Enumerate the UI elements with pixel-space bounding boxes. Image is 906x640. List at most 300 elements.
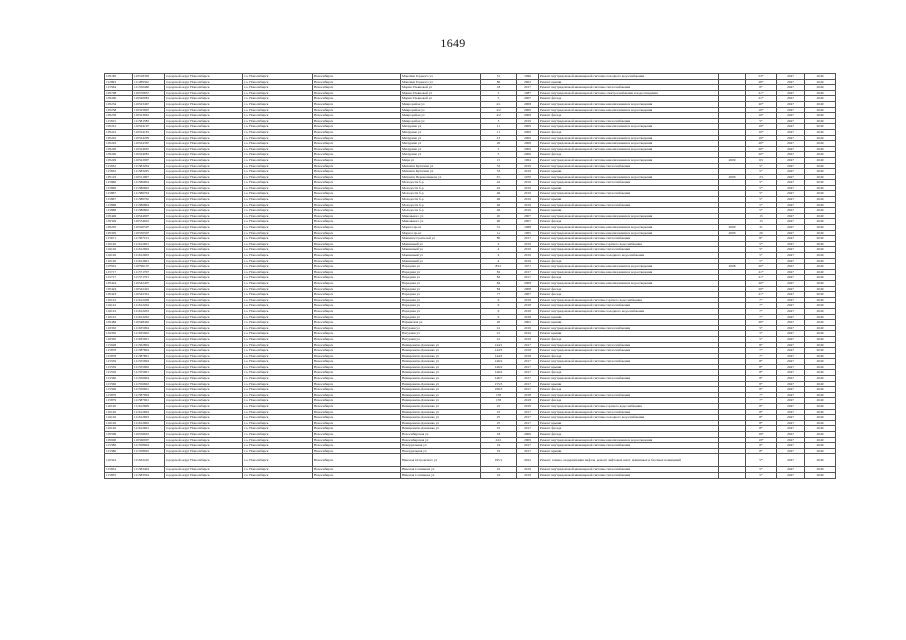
cell-street: Мяконького ул	[401, 219, 481, 225]
cell-m1: 5*	[746, 247, 777, 253]
cell-settlement: г.о. Новосибирск	[243, 404, 313, 410]
cell-street: Новоуральная ул	[401, 448, 481, 454]
cell-y2: 2049	[805, 359, 836, 365]
cell-flag	[719, 454, 746, 467]
cell-m1: 8*	[746, 420, 777, 426]
cell-area: Новосибирск	[313, 118, 401, 124]
cell-work: Ремонт внутридомовой инженерной системы канализования и водоотведения	[539, 174, 719, 180]
cell-y1: 2047	[777, 247, 805, 253]
cell-settlement: г.о. Новосибирск	[243, 325, 313, 331]
cell-work: Ремонт крыши	[539, 448, 719, 454]
cell-area: Новосибирск	[313, 286, 401, 292]
cell-y1: 2047	[777, 292, 805, 298]
cell-work: Ремонт фасада	[539, 286, 719, 292]
cell-m1: 8*	[746, 359, 777, 365]
cell-y2: 2049	[805, 426, 836, 432]
cell-house: 20	[481, 213, 517, 219]
cell-work: Ремонт внутридомовой инженерной системы теплоснабжения	[539, 392, 719, 398]
cell-settlement: г.о. Новосибирск	[243, 90, 313, 96]
cell-work: Ремонт фасада	[539, 432, 719, 438]
cell-settlement: г.о. Новосибирск	[243, 292, 313, 298]
cell-house: 80	[481, 236, 517, 242]
cell-y2: 2049	[805, 74, 836, 80]
cell-code: 110520507	[133, 225, 165, 231]
cell-id: 105600	[105, 437, 133, 443]
cell-y2: 2049	[805, 230, 836, 236]
cell-id: 105424	[105, 286, 133, 292]
cell-y2: 2049	[805, 472, 836, 478]
cell-m1: 8*	[746, 236, 777, 242]
cell-year: 2017	[517, 342, 539, 348]
cell-code: 111556004	[133, 376, 165, 382]
cell-area: Новосибирск	[313, 101, 401, 107]
cell-y1: 2047	[777, 280, 805, 286]
cell-id: 105596	[105, 432, 133, 438]
cell-m1: 21*	[746, 90, 777, 96]
register-body	[105, 74, 836, 479]
cell-street: Немировича-Данченко ул	[401, 392, 481, 398]
page-number: 1649	[440, 36, 466, 50]
cell-m1: 8*	[746, 370, 777, 376]
cell-id: 116122	[105, 303, 133, 309]
cell-id: 116324	[105, 454, 133, 467]
cell-year: 2019	[517, 258, 539, 264]
cell-y1: 2047	[777, 443, 805, 449]
cell-work: Ремонт фасада	[539, 152, 719, 158]
cell-house: 155/3	[481, 381, 517, 387]
cell-street: Михаила Кулагина ул	[401, 163, 481, 169]
cell-settlement: г.о. Новосибирск	[243, 336, 313, 342]
cell-m1: 7*	[746, 308, 777, 314]
cell-work: Ремонт крыши	[539, 364, 719, 370]
cell-street: Натурная ул	[401, 336, 481, 342]
cell-settlement: г.о. Новосибирск	[243, 432, 313, 438]
cell-area: Новосибирск	[313, 404, 401, 410]
cell-work: Ремонт внутридомовой инженерной системы теплоснабжения	[539, 180, 719, 186]
cell-id: 116350	[105, 325, 133, 331]
cell-area: Новосибирск	[313, 213, 401, 219]
cell-settlement: г.о. Новосибирск	[243, 303, 313, 309]
cell-y2: 2049	[805, 325, 836, 331]
cell-m1: 5*	[746, 180, 777, 186]
cell-district: городской округ Новосибирск	[165, 197, 243, 203]
cell-street: Немировича-Данченко ул	[401, 398, 481, 404]
cell-district: городской округ Новосибирск	[165, 113, 243, 119]
cell-code: 110524367	[133, 141, 165, 147]
cell-year: 1971	[517, 264, 539, 270]
cell-house: 83/1	[481, 264, 517, 270]
cell-year: 2022	[517, 454, 539, 467]
cell-y2: 2049	[805, 180, 836, 186]
cell-y1: 2047	[777, 90, 805, 96]
cell-id: 115628	[105, 342, 133, 348]
cell-area: Новосибирск	[313, 443, 401, 449]
cell-street: Мария Ульяновой ул	[401, 85, 481, 91]
cell-y1: 2047	[777, 85, 805, 91]
cell-y2: 2049	[805, 376, 836, 382]
cell-district: городской округ Новосибирск	[165, 398, 243, 404]
cell-district: городской округ Новосибирск	[165, 163, 243, 169]
cell-settlement: г.о. Новосибирск	[243, 74, 313, 80]
cell-area: Новосибирск	[313, 381, 401, 387]
cell-year: 2009	[517, 432, 539, 438]
cell-code: 111612202	[133, 314, 165, 320]
cell-m1: 21*	[746, 275, 777, 281]
cell-settlement: г.о. Новосибирск	[243, 409, 313, 415]
cell-id: 105449	[105, 213, 133, 219]
cell-year: 1970	[517, 174, 539, 180]
cell-y1: 2047	[777, 336, 805, 342]
cell-house: 46	[481, 197, 517, 203]
cell-work: Ремонт внутридомовой инженерной системы теплоснабжения	[539, 409, 719, 415]
cell-district: городской округ Новосибирск	[165, 169, 243, 175]
cell-code: 110524107	[133, 124, 165, 130]
cell-y2: 2049	[805, 448, 836, 454]
cell-district: городской округ Новосибирск	[165, 426, 243, 432]
cell-y1: 2047	[777, 275, 805, 281]
cell-house: 31	[481, 225, 517, 231]
cell-y1: 2047	[777, 191, 805, 197]
cell-year: 2009	[517, 129, 539, 135]
cell-code: 111612609	[133, 404, 165, 410]
cell-house: 9	[481, 303, 517, 309]
cell-district: городской округ Новосибирск	[165, 236, 243, 242]
cell-id: 105243	[105, 141, 133, 147]
cell-m1: 8*	[746, 85, 777, 91]
cell-street: Николая Сотникова ул	[401, 467, 481, 473]
cell-house: 16	[481, 467, 517, 473]
cell-y1: 2047	[777, 197, 805, 203]
cell-settlement: г.о. Новосибирск	[243, 79, 313, 85]
cell-year: 2009	[517, 146, 539, 152]
cell-work: Ремонт внутридомовой инженерной системы теплоснабжения	[539, 202, 719, 208]
cell-street: Немировича-Данченко ул	[401, 342, 481, 348]
cell-settlement: г.о. Новосибирск	[243, 124, 313, 130]
cell-y2: 2049	[805, 398, 836, 404]
cell-work: Ремонт крыши	[539, 331, 719, 337]
cell-year: 2018	[517, 297, 539, 303]
cell-code: 111612204	[133, 303, 165, 309]
cell-y2: 2049	[805, 90, 836, 96]
cell-house: 5	[481, 96, 517, 102]
cell-id: 105119	[105, 174, 133, 180]
cell-district: городской округ Новосибирск	[165, 286, 243, 292]
cell-house: 42	[481, 185, 517, 191]
cell-m1: 5*	[746, 202, 777, 208]
cell-district: городской округ Новосибирск	[165, 85, 243, 91]
cell-settlement: г.о. Новосибирск	[243, 264, 313, 270]
cell-settlement: г.о. Новосибирск	[243, 169, 313, 175]
cell-house: 4	[481, 241, 517, 247]
cell-y2: 2049	[805, 437, 836, 443]
cell-code: 111289302	[133, 79, 165, 85]
cell-settlement: г.о. Новосибирск	[243, 191, 313, 197]
cell-y1: 2047	[777, 180, 805, 186]
cell-id: 115566	[105, 381, 133, 387]
cell-m1: 8*	[746, 381, 777, 387]
cell-y1: 2047	[777, 437, 805, 443]
cell-area: Новосибирск	[313, 364, 401, 370]
cell-m1: 7*	[746, 398, 777, 404]
cell-house: 51	[481, 74, 517, 80]
cell-flag: 2009	[719, 174, 746, 180]
cell-year: 2018	[517, 398, 539, 404]
cell-area: Новосибирск	[313, 297, 401, 303]
cell-year: 2008	[517, 101, 539, 107]
cell-year: 2002	[517, 79, 539, 85]
capital-repair-register-table	[104, 73, 836, 479]
cell-street: Натурная ул	[401, 325, 481, 331]
cell-house: 4	[481, 253, 517, 259]
cell-work: Ремонт фасада	[539, 113, 719, 119]
cell-y2: 2049	[805, 364, 836, 370]
cell-work: Ремонт крыши	[539, 197, 719, 203]
cell-id: 115717	[105, 275, 133, 281]
cell-area: Новосибирск	[313, 163, 401, 169]
cell-m1: 26*	[746, 320, 777, 326]
cell-m1: 5*	[746, 467, 777, 473]
cell-district: городской округ Новосибирск	[165, 325, 243, 331]
cell-year: 2017	[517, 381, 539, 387]
cell-id: 116126	[105, 404, 133, 410]
cell-id: 116126	[105, 409, 133, 415]
cell-district: городской округ Новосибирск	[165, 359, 243, 365]
cell-house: 86	[481, 79, 517, 85]
cell-street: Микрорайон ул	[401, 107, 481, 113]
cell-y1: 2047	[777, 101, 805, 107]
cell-y1: 2047	[777, 129, 805, 135]
cell-id: 105484	[105, 320, 133, 326]
cell-code: 110544907	[133, 213, 165, 219]
cell-y1: 2047	[777, 467, 805, 473]
cell-id: 115580	[105, 443, 133, 449]
cell-id: 115835	[105, 472, 133, 478]
cell-district: городской округ Новосибирск	[165, 376, 243, 382]
cell-m1: 8*	[746, 448, 777, 454]
cell-y2: 2049	[805, 314, 836, 320]
cell-house: 84	[481, 286, 517, 292]
cell-code: 111612604	[133, 247, 165, 253]
cell-district: городской округ Новосибирск	[165, 420, 243, 426]
cell-y1: 2047	[777, 331, 805, 337]
cell-m1: 20*	[746, 141, 777, 147]
cell-district: городской округ Новосибирск	[165, 275, 243, 281]
cell-code: 111586802	[133, 208, 165, 214]
cell-area: Новосибирск	[313, 85, 401, 91]
cell-area: Новосибирск	[313, 409, 401, 415]
cell-y1: 2047	[777, 118, 805, 124]
cell-code: 110523467	[133, 101, 165, 107]
cell-house: 5	[481, 90, 517, 96]
cell-y2: 2049	[805, 353, 836, 359]
cell-district: городской округ Новосибирск	[165, 472, 243, 478]
cell-m1: 19*	[746, 107, 777, 113]
cell-year: 1968	[517, 225, 539, 231]
cell-year: 2017	[517, 387, 539, 393]
cell-work: Ремонт фасада	[539, 275, 719, 281]
cell-y1: 2047	[777, 286, 805, 292]
cell-y1: 2047	[777, 426, 805, 432]
cell-m1: 19*	[746, 135, 777, 141]
cell-m1: 7*	[746, 348, 777, 354]
cell-settlement: г.о. Новосибирск	[243, 275, 313, 281]
cell-area: Новосибирск	[313, 426, 401, 432]
cell-m1: 21*	[746, 96, 777, 102]
cell-house: 195/1	[481, 454, 517, 467]
cell-y2: 2049	[805, 213, 836, 219]
cell-district: городской округ Новосибирск	[165, 415, 243, 421]
cell-district: городской округ Новосибирск	[165, 342, 243, 348]
cell-area: Новосибирск	[313, 236, 401, 242]
cell-district: городской округ Новосибирск	[165, 157, 243, 163]
cell-year: 2007	[517, 213, 539, 219]
cell-street: Мичурина ул	[401, 146, 481, 152]
cell-id: 105205	[105, 225, 133, 231]
cell-district: городской округ Новосибирск	[165, 258, 243, 264]
cell-street: Мичурина ул	[401, 135, 481, 141]
cell-id: 105241	[105, 124, 133, 130]
cell-settlement: г.о. Новосибирск	[243, 253, 313, 259]
cell-year: 1964	[517, 157, 539, 163]
cell-y1: 2047	[777, 269, 805, 275]
cell-y2: 2049	[805, 157, 836, 163]
cell-street: Машиностроителей ул	[401, 236, 481, 242]
cell-house: 41	[481, 336, 517, 342]
cell-house: 158	[481, 398, 517, 404]
cell-street: Николая Сотникова ул	[401, 472, 481, 478]
cell-street: Мария Ульяновой ул	[401, 90, 481, 96]
cell-y1: 2047	[777, 208, 805, 214]
cell-district: городской округ Новосибирск	[165, 437, 243, 443]
cell-y2: 2049	[805, 241, 836, 247]
cell-flag: 2008	[719, 264, 746, 270]
cell-y2: 2049	[805, 202, 836, 208]
cell-y1: 2047	[777, 185, 805, 191]
cell-id: 105258	[105, 107, 133, 113]
cell-y2: 2049	[805, 454, 836, 467]
cell-district: городской округ Новосибирск	[165, 96, 243, 102]
cell-work: Ремонт внутридомовой инженерной системы холодного водоснабжения	[539, 308, 719, 314]
cell-area: Новосибирск	[313, 253, 401, 259]
cell-area: Новосибирск	[313, 96, 401, 102]
cell-work: Ремонт внутридомовой инженерной системы теплоснабжения	[539, 376, 719, 382]
cell-house: 46	[481, 191, 517, 197]
cell-settlement: г.о. Новосибирск	[243, 236, 313, 242]
cell-house: 77	[481, 292, 517, 298]
cell-y1: 2047	[777, 113, 805, 119]
cell-work: Ремонт внутридомовой инженерной системы канализования и водоотведения	[539, 225, 719, 231]
cell-y2: 2049	[805, 96, 836, 102]
cell-y1: 2047	[777, 454, 805, 467]
cell-district: городской округ Новосибирск	[165, 74, 243, 80]
cell-district: городской округ Новосибирск	[165, 124, 243, 130]
cell-district: городской округ Новосибирск	[165, 253, 243, 259]
cell-year: 2019	[517, 472, 539, 478]
cell-street: Молодости б-р	[401, 180, 481, 186]
cell-y2: 2049	[805, 342, 836, 348]
cell-street: Максима Горького ул	[401, 74, 481, 80]
cell-id: 105229	[105, 157, 133, 163]
cell-y2: 2049	[805, 264, 836, 270]
cell-settlement: г.о. Новосибирск	[243, 118, 313, 124]
cell-settlement: г.о. Новосибирск	[243, 387, 313, 393]
cell-y1: 2047	[777, 141, 805, 147]
cell-id: 116350	[105, 336, 133, 342]
cell-district: городской округ Новосибирск	[165, 297, 243, 303]
cell-y2: 2049	[805, 392, 836, 398]
cell-work: Ремонт внутридомовой инженерной системы холодного водоснабжения	[539, 253, 719, 259]
cell-house: 13	[481, 135, 517, 141]
cell-code: 111612203	[133, 308, 165, 314]
cell-year: 2018	[517, 348, 539, 354]
cell-year: 2017	[517, 426, 539, 432]
cell-id: 116126	[105, 420, 133, 426]
cell-district: городской округ Новосибирск	[165, 387, 243, 393]
cell-work: Ремонт фасада	[539, 292, 719, 298]
cell-code: 111556602	[133, 381, 165, 387]
cell-settlement: г.о. Новосибирск	[243, 467, 313, 473]
cell-area: Новосибирск	[313, 230, 401, 236]
cell-flag	[719, 472, 746, 478]
cell-m1: 8*	[746, 376, 777, 382]
cell-m1: 8*	[746, 342, 777, 348]
cell-m1: 5*	[746, 241, 777, 247]
cell-settlement: г.о. Новосибирск	[243, 269, 313, 275]
cell-m1: 7*	[746, 392, 777, 398]
cell-settlement: г.о. Новосибирск	[243, 241, 313, 247]
cell-id: 105234	[105, 101, 133, 107]
cell-street: Немировича-Данченко ул	[401, 387, 481, 393]
cell-district: городской округ Новосибирск	[165, 101, 243, 107]
cell-work: Ремонт внутридомовой инженерной системы теплоснабжения	[539, 303, 719, 309]
cell-area: Новосибирск	[313, 415, 401, 421]
cell-code: 111632410	[133, 454, 165, 467]
cell-area: Новосибирск	[313, 247, 401, 253]
cell-area: Новосибирск	[313, 432, 401, 438]
cell-street: Молодости б-р	[401, 185, 481, 191]
cell-year: 2008	[517, 280, 539, 286]
cell-district: городской округ Новосибирск	[165, 331, 243, 337]
cell-area: Новосибирск	[313, 437, 401, 443]
cell-work: Ремонт внутридомовой инженерной системы теплоснабжения	[539, 472, 719, 478]
cell-y2: 2049	[805, 292, 836, 298]
cell-id: 115867	[105, 197, 133, 203]
cell-district: городской округ Новосибирск	[165, 308, 243, 314]
cell-code: 111571701	[133, 275, 165, 281]
cell-work: Ремонт крыши	[539, 381, 719, 387]
cell-house: 19	[481, 448, 517, 454]
cell-code: 111583205	[133, 169, 165, 175]
cell-year: 2002	[517, 320, 539, 326]
cell-y2: 2049	[805, 443, 836, 449]
cell-y1: 2047	[777, 264, 805, 270]
cell-area: Новосибирск	[313, 448, 401, 454]
cell-street: Маркса пр-кт	[401, 225, 481, 231]
cell-m1: 15	[746, 219, 777, 225]
cell-y1: 2047	[777, 202, 805, 208]
cell-settlement: г.о. Новосибирск	[243, 258, 313, 264]
cell-settlement: г.о. Новосибирск	[243, 472, 313, 478]
cell-work: Ремонт внутридомовой инженерной системы канализования и водоотведения	[539, 264, 719, 270]
cell-code: 110560007	[133, 437, 165, 443]
cell-street: Машинный ул	[401, 247, 481, 253]
cell-m1: 53*	[746, 74, 777, 80]
cell-district: городской округ Новосибирск	[165, 90, 243, 96]
cell-year: 2017	[517, 359, 539, 365]
cell-area: Новосибирск	[313, 129, 401, 135]
cell-area: Новосибирск	[313, 219, 401, 225]
cell-y2: 2049	[805, 247, 836, 253]
